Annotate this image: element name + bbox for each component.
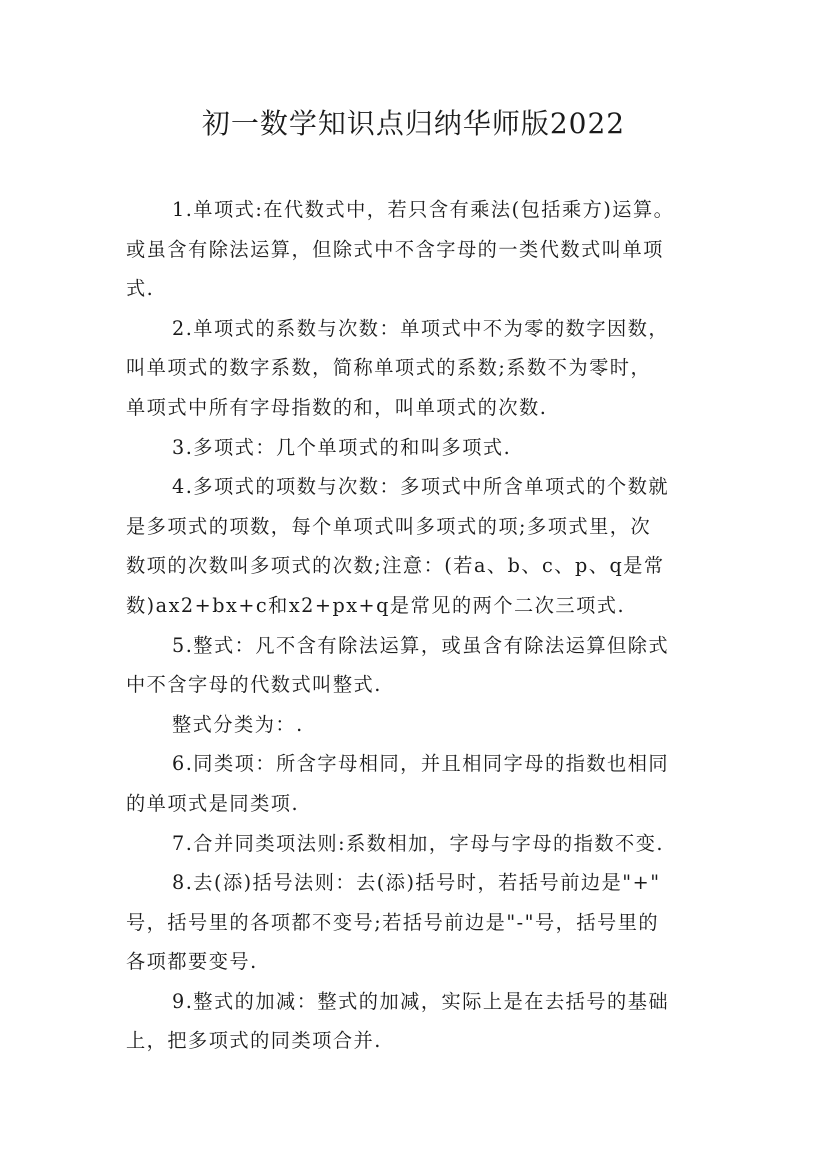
paragraph-line: 各项都要变号. [126, 950, 258, 974]
paragraph-line: 单项式中所有字母指数的和，叫单项式的次数. [126, 395, 548, 419]
paragraph-line: 6.同类项：所含字母相同，并且相同字母的指数也相同 [172, 752, 670, 776]
paragraph-line: 叫单项式的数字系数，简称单项式的系数;系数不为零时， [126, 356, 652, 380]
paragraph-line: 数)ax2+bx+c和x2+px+q是常见的两个二次三项式. [126, 593, 626, 617]
paragraph [126, 626, 706, 705]
paragraph [126, 744, 706, 823]
paragraph-line: 号，括号里的各项都不变号;若括号前边是"-"号，括号里的 [126, 910, 660, 934]
paragraph [126, 824, 706, 864]
paragraph-line: 8.去(添)括号法则：去(添)括号时，若括号前边是"+" [172, 871, 661, 895]
paragraph [126, 309, 706, 428]
paragraph [126, 428, 706, 468]
paragraph-line: 9.整式的加减：整式的加减，实际上是在去括号的基础 [172, 989, 670, 1013]
paragraph-line: 数项的次数叫多项式的次数;注意：(若a、b、c、p、q是常 [126, 554, 665, 578]
paragraph-line: 1.单项式:在代数式中，若只含有乘法(包括乘方)运算。 [172, 198, 675, 221]
paragraph-line: 5.整式：凡不含有除法运算，或虽含有除法运算但除式 [172, 633, 670, 657]
paragraph-line: 的单项式是同类项. [126, 791, 300, 815]
document-title: 初一数学知识点归纳华师版2022 [201, 107, 626, 140]
document-body [126, 190, 706, 1061]
paragraph-line: 4.多项式的项数与次数：多项式中所含单项式的个数就 [172, 475, 670, 499]
paragraph-line: 或虽含有除法运算，但除式中不含字母的一类代数式叫单项 [126, 237, 664, 261]
paragraph [126, 705, 706, 745]
paragraph-line: 整式分类为：. [172, 712, 304, 736]
paragraph [126, 467, 706, 625]
paragraph-line: 上，把多项式的同类项合并. [126, 1029, 382, 1053]
paragraph-line: 2.单项式的系数与次数：单项式中不为零的数字因数， [172, 316, 670, 340]
paragraph-line: 3.多项式：几个单项式的和叫多项式. [172, 435, 512, 459]
paragraph-line: 式. [126, 277, 155, 301]
paragraph [126, 190, 706, 309]
paragraph-line: 7.合并同类项法则:系数相加，字母与字母的指数不变. [172, 831, 664, 855]
paragraph [126, 982, 706, 1061]
paragraph-line: 中不含字母的代数式叫整式. [126, 673, 382, 697]
paragraph-line: 是多项式的项数，每个单项式叫多项式的项;多项式里，次 [126, 514, 652, 538]
paragraph [126, 863, 706, 982]
